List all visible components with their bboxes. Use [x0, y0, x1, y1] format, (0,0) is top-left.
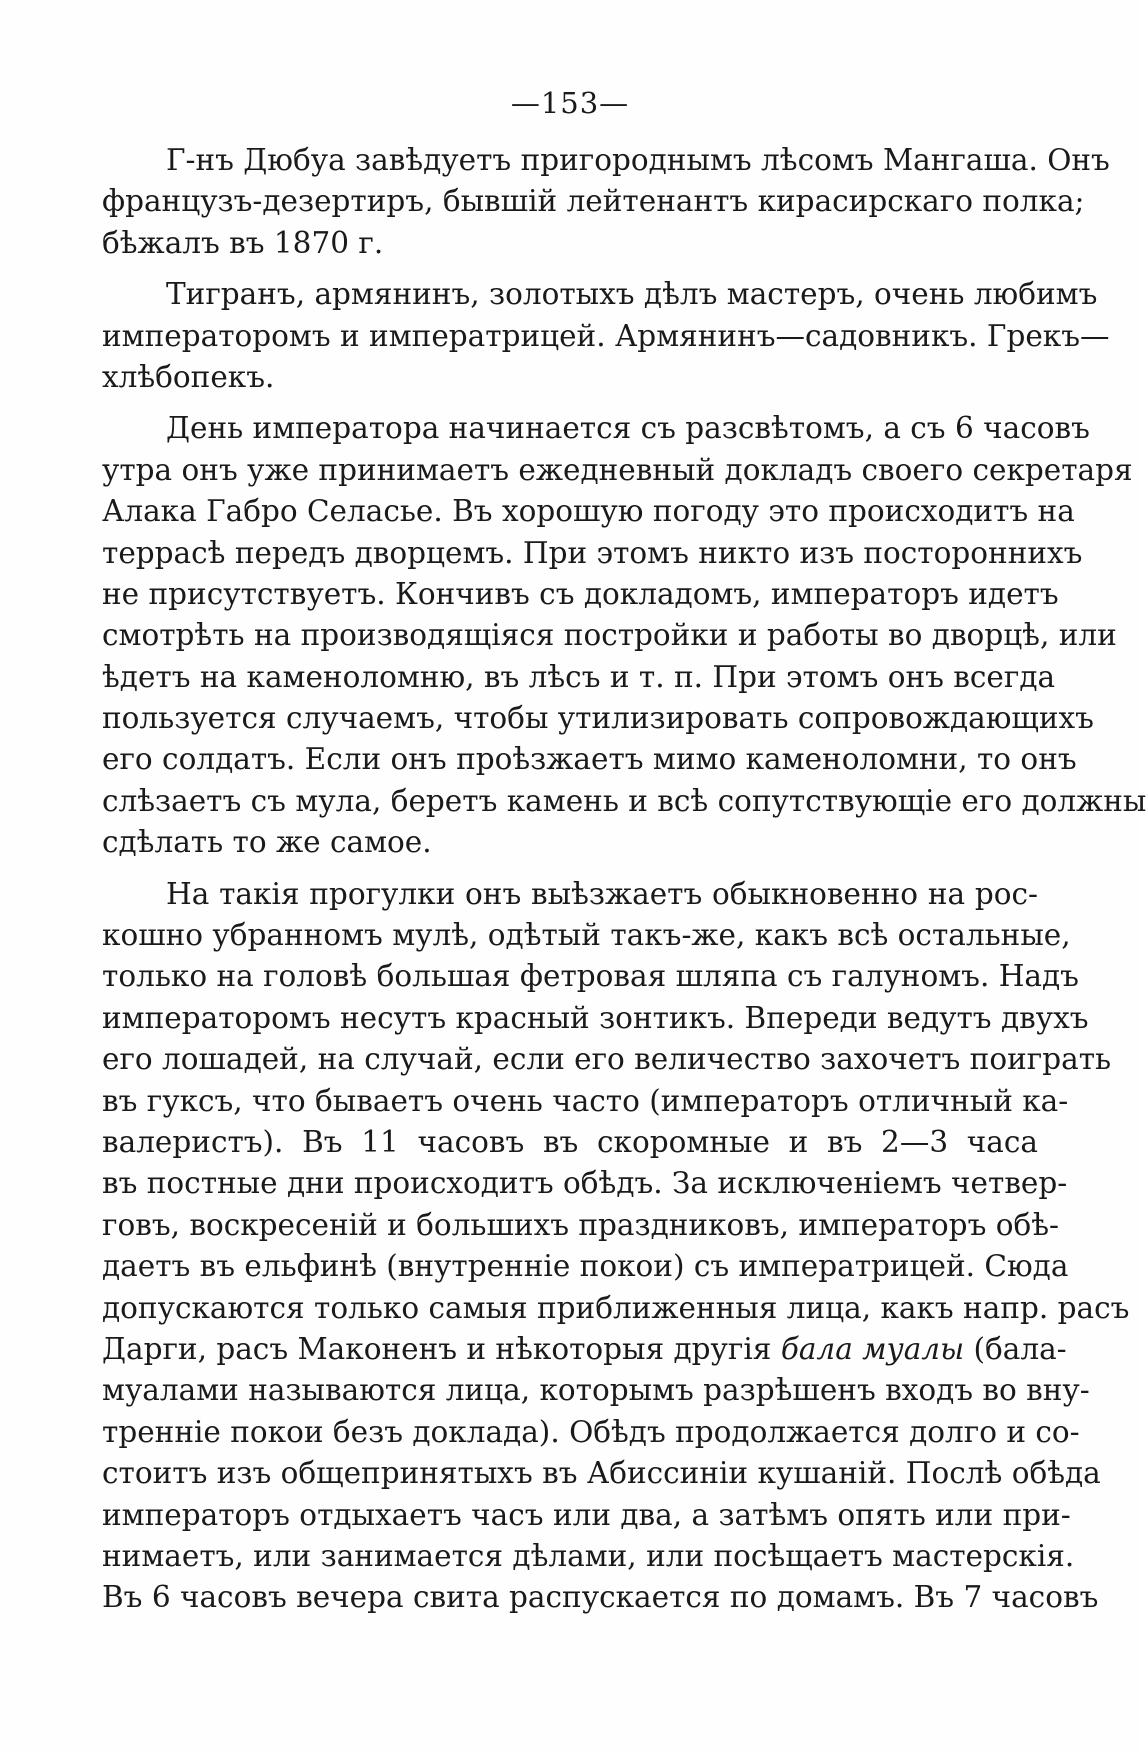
text-line: его лошадей, на случай, если его величество захочетъ поиграть	[102, 1042, 1112, 1077]
text-line: даетъ въ ельфинѣ (внутренніе покои) съ императрицей. Сюда	[102, 1249, 1069, 1284]
text-line: его солдатъ. Если онъ проѣзжаетъ мимо каменоломни, то онъ	[102, 742, 1077, 777]
text-line: стоитъ изъ общепринятыхъ въ Абиссиніи кушаній. Послѣ обѣда	[102, 1456, 1101, 1491]
text-line: террасѣ передъ дворцемъ. При этомъ никто изъ постороннихъ	[102, 535, 1083, 570]
text-line: валеристъ). Въ 11 часовъ въ скоромные и въ 2—3 часа	[102, 1124, 1038, 1159]
text-line: хлѣбопекъ.	[102, 359, 275, 394]
text-line: не присутствуетъ. Кончивъ съ докладомъ, императоръ идетъ	[102, 576, 1059, 611]
text-line: только на головѣ большая фетровая шляпа съ галуномъ. Надъ	[102, 959, 1079, 994]
paragraph-emperor-day	[102, 408, 1146, 863]
text-line: допускаются только самыя приближенныя лица, какъ напр. расъ	[102, 1290, 1130, 1325]
text-line: смотрѣть на производящіяся постройки и работы во дворцѣ, или	[102, 618, 1117, 653]
text-line: французъ-дезертиръ, бывшій лейтенантъ кирасирскаго полка;	[102, 184, 1085, 219]
page-body	[102, 140, 1146, 1619]
text-line: нимаетъ, или занимается дѣлами, или посѣщаетъ мастерскія.	[102, 1538, 1075, 1573]
text-line: кошно убранномъ мулѣ, одѣтый такъ-же, какъ всѣ остальные,	[102, 918, 1071, 953]
paragraph-tigran	[102, 274, 1110, 398]
text-line: слѣзаетъ съ мула, беретъ камень и всѣ сопутствующіе его должны	[102, 783, 1146, 818]
text-line: Въ 6 часовъ вечера свита распускается по домамъ. Въ 7 часовъ	[102, 1580, 1099, 1615]
text-line: тренніе покои безъ доклада). Обѣдъ продолжается долго и со-	[102, 1414, 1080, 1449]
text-segment: (бала-	[964, 1331, 1067, 1366]
page-number: —153—	[510, 86, 630, 120]
text-line: муалами называются лица, которымъ разрѣшенъ входъ во вну-	[102, 1373, 1090, 1408]
text-line: ѣдетъ на каменоломню, въ лѣсъ и т. п. При этомъ онъ всегда	[102, 659, 1056, 694]
text-line: говъ, воскресеній и большихъ праздниковъ, императоръ обѣ-	[102, 1207, 1059, 1242]
text-line: въ постные дни происходитъ обѣдъ. За исключеніемъ четвер-	[102, 1166, 1068, 1201]
text-line: императоромъ несутъ красный зонтикъ. Впереди ведутъ двухъ	[102, 1000, 1089, 1035]
text-segment: Дарги, расъ Маконенъ и нѣкоторыя другія	[102, 1331, 772, 1366]
text-line: императоръ отдыхаетъ часъ или два, а затѣмъ опять или при-	[102, 1497, 1071, 1532]
text-line: Тигранъ, армянинъ, золотыхъ дѣлъ мастеръ, очень любимъ	[166, 277, 1098, 312]
text-line-with-italic	[102, 1329, 1067, 1370]
text-line: императоромъ и императрицей. Армянинъ—садовникъ. Грекъ—	[102, 318, 1110, 353]
text-line: въ гуксъ, что бываетъ очень часто (императоръ отличный ка-	[102, 1083, 1069, 1118]
text-line: На такія прогулки онъ выѣзжаетъ обыкновенно на рос-	[166, 876, 1038, 911]
text-line: бѣжалъ въ 1870 г.	[102, 225, 384, 260]
text-line: День императора начинается съ разсвѣтомъ, а съ 6 часовъ	[166, 411, 1090, 446]
paragraph-outings	[102, 874, 1130, 1619]
text-line: пользуется случаемъ, чтобы утилизировать сопровождающихъ	[102, 701, 1094, 736]
text-line: утра онъ уже принимаетъ ежедневный докладъ своего секретаря	[102, 452, 1133, 487]
text-line: сдѣлать то же самое.	[102, 825, 432, 860]
italic-term: бала муалы	[780, 1331, 965, 1366]
text-line: Г-нъ Дюбуа завѣдуетъ пригороднымъ лѣсомъ Мангаша. Онъ	[166, 143, 1110, 177]
paragraph-dubois	[102, 140, 1110, 264]
text-line: Алака Габро Селасье. Въ хорошую погоду это происходитъ на	[102, 494, 1075, 529]
